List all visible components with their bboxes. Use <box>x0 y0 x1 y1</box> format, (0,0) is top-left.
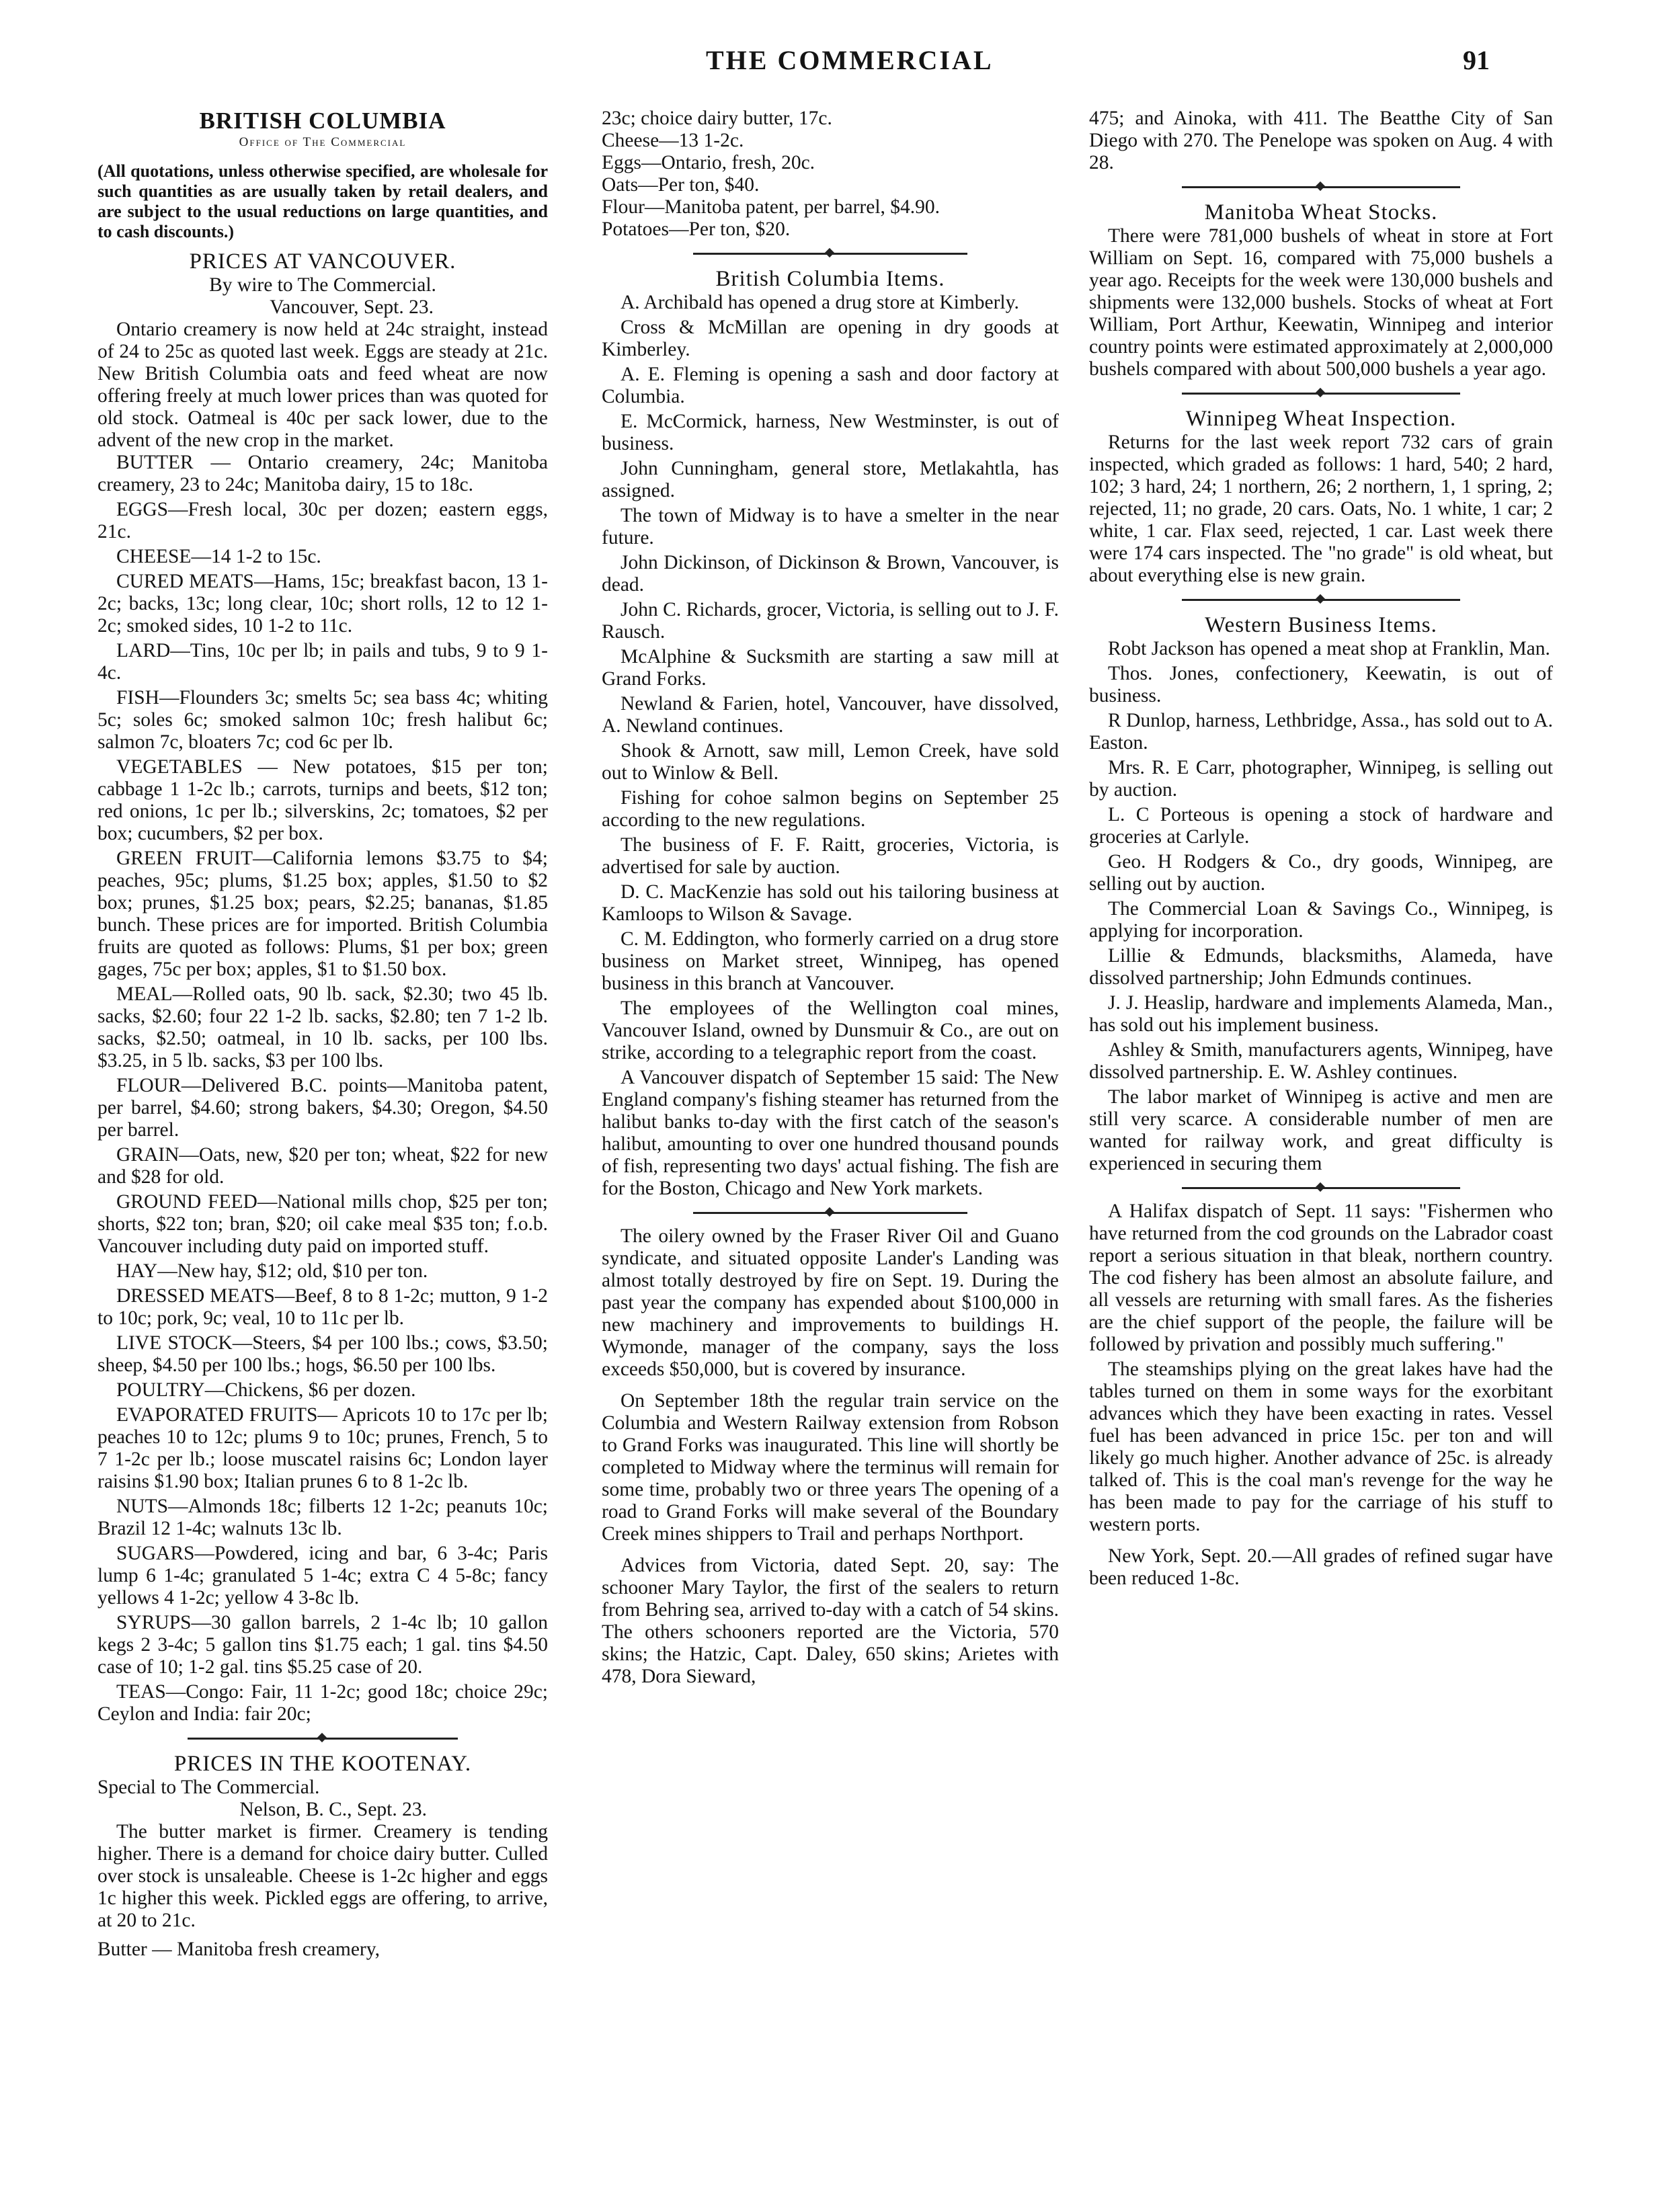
news-item: Thos. Jones, confectionery, Keewatin, is out of business. <box>1089 663 1553 706</box>
western-items-list <box>1089 638 1553 1175</box>
price-list-item: MEAL—Rolled oats, 90 lb. sack, $2.30; two 45 lb. sacks, $2.60; four 22 1-2 lb. sacks, $2.80; ten 7 1-2 lb. sacks, $2.50; oatmeal, in 10 lb. sacks, per 100 lbs. $3.25, in 5 lb. sacks, $3 per 100 lbs. <box>97 983 548 1071</box>
price-list-item: TEAS—Congo: Fair, 11 1-2c; good 18c; choice 29c; Ceylon and India: fair 20c; <box>97 1681 548 1725</box>
news-item: A. Archibald has opened a drug store at Kimberly. <box>621 292 1019 313</box>
news-item: Geo. H Rodgers & Co., dry goods, Winnipeg, are selling out by auction. <box>1089 851 1553 895</box>
news-item: McAlphine & Sucksmith are starting a saw mill at Grand Forks. <box>602 646 1059 690</box>
section-heading-british-columbia: BRITISH COLUMBIA <box>199 108 446 134</box>
market-intro: Ontario creamery is now held at 24c straight, instead of 24 to 25c as quoted last week. Eggs are steady at 21c. New British Columbia oats and feed wheat are now offering freely at much lower prices than was quoted for old stock. Oatmeal is 40c per sack lower, due to the advent of the new crop in the market. <box>97 319 548 451</box>
news-item: John Cunningham, general store, Metlakahtla, has assigned. <box>602 458 1059 501</box>
news-item: The business of F. F. Raitt, groceries, Victoria, is advertised for sale by auction. <box>602 834 1059 878</box>
column-3 <box>1089 108 1553 1592</box>
bc-items-list <box>602 292 1059 1200</box>
office-line: Office of The Commercial <box>239 135 407 149</box>
news-item: L. C Porteous is opening a stock of hardware and groceries at Carlyle. <box>1089 804 1553 848</box>
price-list-item: FISH—Flounders 3c; smelts 5c; sea bass 4c; whiting 5c; soles 6c; smoked salmon 10c; fresh halibut 6c; salmon 7c, bloaters 7c; cod 6c per lb. <box>97 687 548 753</box>
kootenay-market-text: The butter market is firmer. Creamery is tending higher. There is a demand for choice dairy butter. Culled over stock is unsaleable. Cheese is 1-2c higher and eggs 1c higher this week. Pickled eggs are offering, to arrive, at 20 to 21c. <box>97 1821 548 1931</box>
price-list-item: EGGS—Fresh local, 30c per dozen; eastern eggs, 21c. <box>97 499 548 542</box>
price-list-item: CHEESE—14 1-2 to 15c. <box>116 546 321 567</box>
news-item: John C. Richards, grocer, Victoria, is selling out to J. F. Rausch. <box>602 599 1059 643</box>
news-item: Mrs. R. E Carr, photographer, Winnipeg, is selling out by auction. <box>1089 757 1553 801</box>
bc-items-heading: British Columbia Items. <box>715 267 945 291</box>
price-line: Potatoes—Per ton, $20. <box>602 218 791 240</box>
column-1 <box>97 108 548 1961</box>
price-list-item: SUGARS—Powdered, icing and bar, 6 3-4c; Paris lump 6 1-4c; granulated 5 1-4c; extra C 4 5-8c; fancy yellows 4 1-2c; yellow 4 3-8c lb. <box>97 1543 548 1609</box>
news-item: The employees of the Wellington coal mines, Vancouver Island, owned by Dunsmuir & Co., are out on strike, according to a telegraphic report from the coast. <box>602 998 1059 1063</box>
kootenay-byline: Special to The Commercial. <box>97 1777 320 1798</box>
news-item: R Dunlop, harness, Lethbridge, Assa., has sold out to A. Easton. <box>1089 710 1553 754</box>
section-divider <box>97 1734 548 1743</box>
byline: By wire to The Commercial. <box>209 274 436 296</box>
quotation-note: (All quotations, unless otherwise specified, are wholesale for such quantities as are usually taken by retail dealers, and are subject to the usual reductions on large quantities, and to cash discounts.) <box>97 161 548 241</box>
price-list-item: DRESSED MEATS—Beef, 8 to 8 1-2c; mutton, 9 1-2 to 10c; pork, 9c; veal, 10 to 11c per lb. <box>97 1285 548 1329</box>
sealers-continuation: 475; and Ainoka, with 411. The Beatthe City of San Diego with 270. The Penelope was spoken on Aug. 4 with 28. <box>1089 108 1553 173</box>
news-item: John Dickinson, of Dickinson & Brown, Vancouver, is dead. <box>602 552 1059 596</box>
price-list-item: LIVE STOCK—Steers, $4 per 100 lbs.; cows, $3.50; sheep, $4.50 per 100 lbs.; hogs, $6.50 per 100 lbs. <box>97 1332 548 1376</box>
train-service-item: On September 18th the regular train service on the Columbia and Western Railway extension from Robson to Grand Forks was inaugurated. This line will shortly be completed to Midway where the terminus will remain for some time, probably two or three years The opening of a road to Grand Forks will make several of the Boundary Creek mines shippers to Trail and perhaps Northport. <box>602 1390 1059 1545</box>
page-title: THE COMMERCIAL <box>706 45 994 75</box>
news-item: Lillie & Edmunds, blacksmiths, Alameda, have dissolved partnership; John Edmunds continues. <box>1089 945 1553 989</box>
price-list-item: POULTRY—Chickens, $6 per dozen. <box>116 1379 416 1401</box>
price-list <box>97 452 548 1725</box>
news-item: Fishing for cohoe salmon begins on September 25 according to the new regulations. <box>602 787 1059 831</box>
wheat-inspection-text: Returns for the last week report 732 cars of grain inspected, which graded as follows: 1 hard, 540; 2 hard, 102; 3 hard, 24; 1 northern, 26; 2 northern, 1, 1 spring, 2; rejected, 11; no grade, 20 cars. Oats, No. 1 white, 1 car; 2 white, 1 car. Flax seed, rejected, 1 car. Last week there were 174 cars inspected. The "no grade" is old wheat, but about everything else is new grain. <box>1089 432 1553 586</box>
section-divider <box>1089 1183 1553 1192</box>
price-line: Cheese—13 1-2c. <box>602 130 744 151</box>
wheat-stocks-text: There were 781,000 bushels of wheat in store at Fort William on Sept. 16, compared with 75,000 bushels a year ago. Receipts for the week were 130,000 bushels and shipments were 132,000 bushels. Stocks of wheat at Fort William, Port Arthur, Keewatin, Winnipeg and interior country points were estimated approximately at 2,000,000 bushels compared with about 500,000 bushels a year ago. <box>1089 225 1553 380</box>
news-item: Cross & McMillan are opening in dry goods at Kimberley. <box>602 317 1059 360</box>
wheat-stocks-heading: Manitoba Wheat Stocks. <box>1204 200 1438 225</box>
news-item: A. E. Fleming is opening a sash and door factory at Columbia. <box>602 364 1059 407</box>
price-list-item: FLOUR—Delivered B.C. points—Manitoba patent, per barrel, $4.60; strong bakers, $4.30; Oregon, $4.50 per barrel. <box>97 1075 548 1141</box>
price-line: 23c; choice dairy butter, 17c. <box>602 108 832 129</box>
price-list-item: NUTS—Almonds 18c; filberts 12 1-2c; peanuts 10c; Brazil 12 1-4c; walnuts 13c lb. <box>97 1496 548 1539</box>
news-item: E. McCormick, harness, New Westminster, is out of business. <box>602 411 1059 454</box>
page-number: 91 <box>1463 45 1490 75</box>
price-list-item: BUTTER — Ontario creamery, 24c; Manitoba creamery, 23 to 24c; Manitoba dairy, 15 to 18c. <box>97 452 548 495</box>
news-item: C. M. Eddington, who formerly carried on a drug store business on Market street, Winnipeg, has opened business in this branch at Vancouver. <box>602 928 1059 994</box>
halifax-dispatch-item: A Halifax dispatch of Sept. 11 says: "Fishermen who have returned from the cod grounds on the Labrador coast report a serious situation in that bleak, northern country. The cod fishery has been almost an absolute failure, and all vessels are returning with small fares. As the fisheries are the chief support of the people, the failure will be followed by privation and possibly much suffering." <box>1089 1201 1553 1355</box>
news-item: Ashley & Smith, manufacturers agents, Winnipeg, have dissolved partnership. E. W. Ashley continues. <box>1089 1039 1553 1083</box>
section-divider <box>602 1208 1059 1217</box>
section-divider <box>602 249 1059 258</box>
prices-kootenay-heading: PRICES IN THE KOOTENAY. <box>173 1752 472 1776</box>
news-item: The town of Midway is to have a smelter in the near future. <box>602 505 1059 548</box>
price-list-item: GREEN FRUIT—California lemons $3.75 to $4; peaches, 95c; plums, $1.25 box; apples, $1.50 to $2 box; prunes, $1.25 box; pears, $2.25; bananas, $1.85 bunch. These prices are for imported. British Columbia fruits are quoted as follows: Plums, $1 per box; green gages, 75c per box; apples, $1 to $1.50 box. <box>97 848 548 980</box>
news-item: A Vancouver dispatch of September 15 said: The New England company's fishing steamer has returned from the halibut banks to-day with the first catch of the season's halibut, amounting to over one hundred thousand pounds of fish, representing two days' actual fishing. The fish are for the Boston, Chicago and New York markets. <box>602 1067 1059 1199</box>
news-item: The labor market of Winnipeg is active and men are still very scarce. A considerable number of men are wanted for railway work, and great difficulty is experienced in securing them <box>1089 1086 1553 1174</box>
news-item: D. C. MacKenzie has sold out his tailoring business at Kamloops to Wilson & Savage. <box>602 881 1059 925</box>
price-list-item: SYRUPS—30 gallon barrels, 2 1-4c lb; 10 gallon kegs 2 3-4c; 5 gallon tins $1.75 each; 1 gal. tins $4.50 case of 10; 1-2 gal. tins $5.25 case of 20. <box>97 1612 548 1678</box>
oilery-fire-item: The oilery owned by the Fraser River Oil and Guano syndicate, and situated opposite Lander's Landing was almost totally destroyed by fire on Sept. 19. During the past year the company has expended about $100,000 in new machinery and improvements to buildings H. Wymonde, manager of the company, says the loss exceeds $50,000, but is covered by insurance. <box>602 1225 1059 1380</box>
column-2 <box>602 108 1059 1691</box>
price-list-item: GROUND FEED—National mills chop, $25 per ton; shorts, $22 ton; bran, $20; oil cake meal $35 ton; f.o.b. Vancouver including duty paid on imported stuff. <box>97 1191 548 1257</box>
news-item: Shook & Arnott, saw mill, Lemon Creek, have sold out to Winlow & Bell. <box>602 740 1059 784</box>
price-line: Eggs—Ontario, fresh, 20c. <box>602 152 815 173</box>
western-items-heading: Western Business Items. <box>1205 613 1437 637</box>
news-item: J. J. Heaslip, hardware and implements Alameda, Man., has sold out his implement business. <box>1089 992 1553 1036</box>
kootenay-butter-line: Butter — Manitoba fresh creamery, <box>97 1939 380 1960</box>
price-line: Oats—Per ton, $40. <box>602 174 760 196</box>
price-list-item: CURED MEATS—Hams, 15c; breakfast bacon, 13 1-2c; backs, 13c; long clear, 10c; short rolls, 12 to 12 1-2c; smoked sides, 10 1-2 to 11c. <box>97 571 548 637</box>
kootenay-price-continuation <box>602 108 1059 241</box>
sugar-item: New York, Sept. 20.—All grades of refined sugar have been reduced 1-8c. <box>1089 1545 1553 1589</box>
news-item: Newland & Farien, hotel, Vancouver, have dissolved, A. Newland continues. <box>602 693 1059 737</box>
sealers-item: Advices from Victoria, dated Sept. 20, say: The schooner Mary Taylor, the first of the sealers to return from Behring sea, arrived to-day with a catch of 54 skins. The others schooners reported are the Victoria, 570 skins; the Hatzic, Capt. Daley, 650 skins; Arietes with 478, Dora Sieward, <box>602 1555 1059 1687</box>
section-divider <box>1089 595 1553 604</box>
price-list-item: VEGETABLES — New potatoes, $15 per ton; cabbage 1 1-2c lb.; carrots, turnips and beets, $12 ton; red onions, 1c per lb.; silverskins, 2c; tomatoes, $2 per box; cucumbers, $2 per box. <box>97 756 548 844</box>
price-line: Flour—Manitoba patent, per barrel, $4.90. <box>602 196 941 218</box>
news-item: The Commercial Loan & Savings Co., Winnipeg, is applying for incorporation. <box>1089 898 1553 942</box>
news-item: Robt Jackson has opened a meat shop at Franklin, Man. <box>1108 638 1550 659</box>
price-list-item: EVAPORATED FRUITS— Apricots 10 to 17c per lb; peaches 10 to 12c; plums 9 to 10c; prunes, French, 5 to 7 1-2c per lb.; loose muscatel raisins 6c; London layer raisins $1.90 box; Italian prunes 6 to 8 1-2c lb. <box>97 1404 548 1492</box>
section-divider <box>1089 389 1553 398</box>
steamships-item: The steamships plying on the great lakes have had the tables turned on them in some ways for the exorbitant advances which they have been exacting in rates. Vessel fuel has been advanced in price 15c. per ton and will likely go much higher. Another advance of 25c. is already talked of. This is the coal man's revenge for the way he has been made to pay for the carriage of his stuff to western ports. <box>1089 1358 1553 1535</box>
price-list-item: HAY—New hay, $12; old, $10 per ton. <box>116 1260 428 1282</box>
kootenay-dateline: Nelson, B. C., Sept. 23. <box>239 1799 427 1820</box>
section-divider <box>1089 182 1553 192</box>
dateline: Vancouver, Sept. 23. <box>270 296 434 318</box>
prices-vancouver-heading: PRICES AT VANCOUVER. <box>189 249 456 274</box>
price-list-item: LARD—Tins, 10c per lb; in pails and tubs, 9 to 9 1-4c. <box>97 640 548 684</box>
wheat-inspection-heading: Winnipeg Wheat Inspection. <box>1185 407 1457 431</box>
price-list-item: GRAIN—Oats, new, $20 per ton; wheat, $22 for new and $28 for old. <box>97 1144 548 1188</box>
